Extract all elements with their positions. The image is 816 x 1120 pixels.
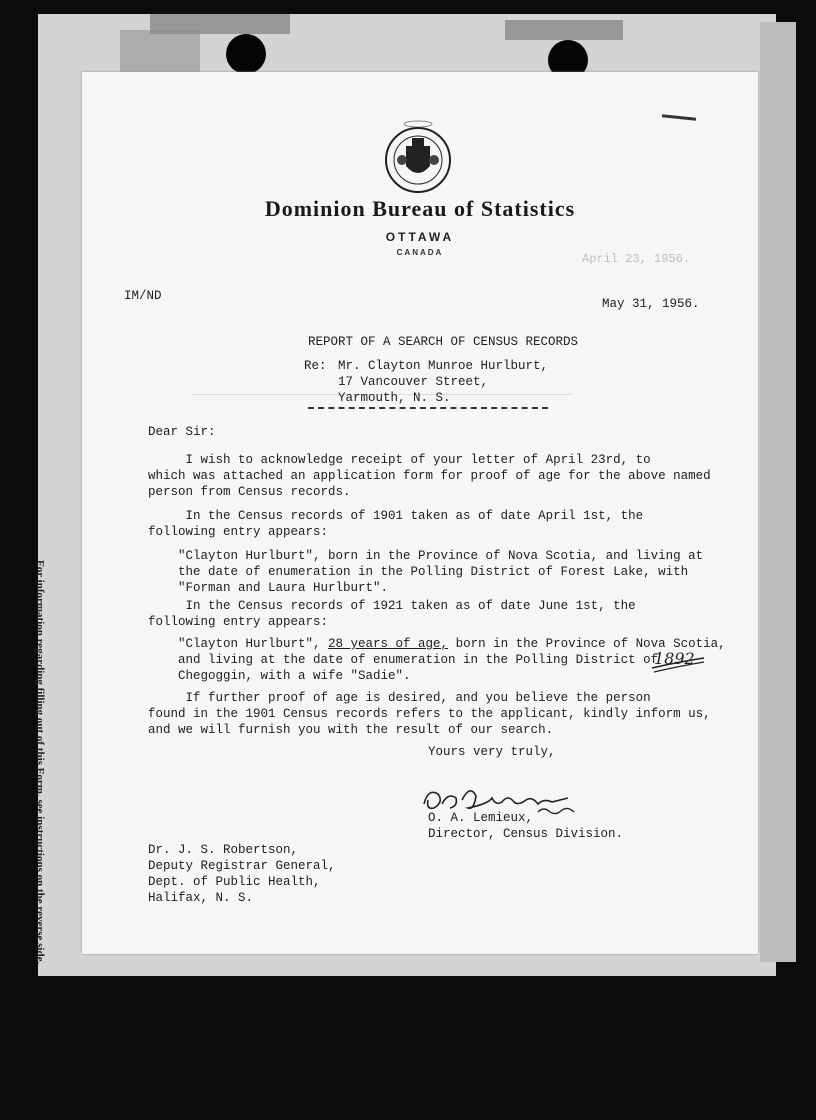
department-seal-icon — [382, 116, 454, 196]
entry-1921-birthplace: born in the Province of Nova Scotia, — [448, 637, 726, 651]
entry-1901-line-1: "Clayton Hurlburt", born in the Province of Nova Scotia, and living at — [178, 549, 704, 563]
paragraph-4-line-2: found in the 1901 Census records refers to the applicant, kindly inform us, — [148, 707, 711, 721]
closing: Yours very truly, — [428, 745, 556, 759]
paragraph-4-line-3: and we will furnish you with the result of our search. — [148, 723, 554, 737]
entry-1921-name: "Clayton Hurlburt", — [178, 637, 329, 651]
paragraph-1-line-1: I wish to acknowledge receipt of your letter of April 23rd, to — [148, 453, 651, 467]
entry-1921-line-1 — [178, 636, 726, 652]
report-subject: REPORT OF A SEARCH OF CENSUS RECORDS — [308, 335, 579, 349]
re-street: 17 Vancouver Street, — [338, 375, 489, 389]
paragraph-4-line-1: If further proof of age is desired, and you believe the person — [148, 691, 651, 705]
entry-1921-line-3: Chegoggin, with a wife "Sadie". — [178, 669, 411, 683]
re-underline-rule — [308, 407, 548, 409]
entry-1901-line-3: "Forman and Laura Hurlburt". — [178, 581, 389, 595]
paragraph-1-line-3: person from Census records. — [148, 485, 351, 499]
handwritten-year-annotation — [650, 644, 706, 676]
tape-strip-right — [505, 20, 623, 40]
addressee-line-3: Dept. of Public Health, — [148, 875, 321, 889]
tape-residue — [120, 30, 200, 72]
signatory-title: Director, Census Division. — [428, 827, 624, 841]
paragraph-2-line-1: In the Census records of 1901 taken as of date April 1st, the — [148, 509, 644, 523]
entry-1901-line-2: the date of enumeration in the Polling District of Forest Lake, with — [178, 565, 689, 579]
re-label: Re: — [304, 359, 327, 373]
paragraph-3-line-2: following entry appears: — [148, 615, 329, 629]
pencil-mark — [662, 114, 696, 121]
re-city: Yarmouth, N. S. — [338, 391, 451, 405]
letter-date: May 31, 1956. — [602, 297, 700, 311]
addressee-line-2: Deputy Registrar General, — [148, 859, 336, 873]
letter-page — [82, 72, 758, 954]
signatory-name: O. A. Lemieux, — [428, 811, 534, 825]
re-name: Mr. Clayton Munroe Hurlburt, — [338, 359, 549, 373]
paragraph-1-line-2: which was attached an application form for proof of age for the above named — [148, 469, 711, 483]
letterhead-country: CANADA — [396, 248, 444, 257]
handwritten-year-text: 1892 — [654, 649, 695, 668]
reference-code: IM/ND — [124, 289, 162, 303]
letterhead-title: Dominion Bureau of Statistics — [264, 196, 576, 221]
paragraph-3-line-1: In the Census records of 1921 taken as of date June 1st, the — [148, 599, 636, 613]
bleed-through-text: April 23, 1956. — [582, 252, 691, 266]
addressee-line-4: Halifax, N. S. — [148, 891, 254, 905]
punch-hole-left — [226, 34, 266, 74]
addressee-line-1: Dr. J. S. Robertson, — [148, 843, 299, 857]
salutation: Dear Sir: — [148, 425, 216, 439]
letterhead-city: OTTAWA — [385, 230, 455, 244]
paragraph-2-line-2: following entry appears: — [148, 525, 329, 539]
side-instruction-note: For information regarding filling out of this Form, see instructions on the reverse side. — [34, 560, 46, 965]
back-sheet-edge — [760, 22, 796, 962]
entry-1921-line-2: and living at the date of enumeration in the Polling District of — [178, 653, 659, 667]
entry-1921-age: 28 years of age, — [328, 637, 449, 651]
